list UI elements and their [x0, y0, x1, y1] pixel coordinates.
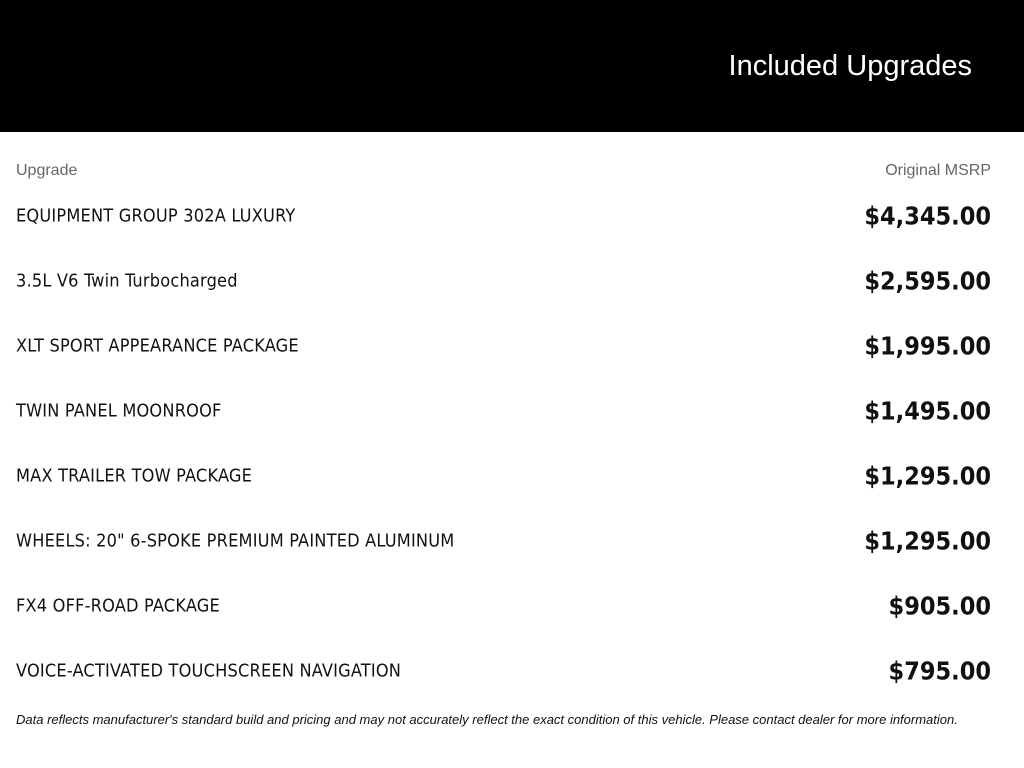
- upgrade-name: WHEELS: 20" 6-SPOKE PREMIUM PAINTED ALUMINUM: [16, 530, 455, 552]
- upgrade-name: XLT SPORT APPEARANCE PACKAGE: [16, 335, 299, 357]
- upgrade-price: $4,345.00: [864, 201, 991, 231]
- upgrade-price: $795.00: [888, 656, 991, 686]
- upgrade-name: TWIN PANEL MOONROOF: [16, 400, 222, 422]
- column-header-original-msrp: Original MSRP: [885, 162, 991, 179]
- upgrade-price: $2,595.00: [864, 266, 991, 296]
- table-row: [16, 326, 991, 366]
- table-row: [16, 456, 991, 496]
- upgrade-name: FX4 OFF-ROAD PACKAGE: [16, 595, 220, 617]
- upgrade-price: $1,295.00: [864, 526, 991, 556]
- upgrade-price: $905.00: [888, 591, 991, 621]
- table-row: [16, 586, 991, 626]
- page-title: Included Upgrades: [728, 50, 972, 82]
- header-banner: [0, 0, 1024, 132]
- upgrade-name: 3.5L V6 Twin Turbocharged: [16, 270, 238, 292]
- upgrade-price: $1,295.00: [864, 461, 991, 491]
- upgrade-name: MAX TRAILER TOW PACKAGE: [16, 465, 253, 487]
- table-row: [16, 651, 991, 691]
- upgrade-name: VOICE-ACTIVATED TOUCHSCREEN NAVIGATION: [16, 660, 402, 682]
- column-header-upgrade: Upgrade: [16, 162, 78, 179]
- table-row: [16, 391, 991, 431]
- table-row: [16, 196, 991, 236]
- upgrade-price: $1,995.00: [864, 331, 991, 361]
- table-row: [16, 521, 991, 561]
- upgrade-name: EQUIPMENT GROUP 302A LUXURY: [16, 205, 296, 227]
- disclaimer-text: Data reflects manufacturer's standard build and pricing and may not accurately reflect the exact condition of this vehicle. Please contact dealer for more information.: [16, 712, 958, 727]
- upgrade-price: $1,495.00: [864, 396, 991, 426]
- table-row: [16, 261, 991, 301]
